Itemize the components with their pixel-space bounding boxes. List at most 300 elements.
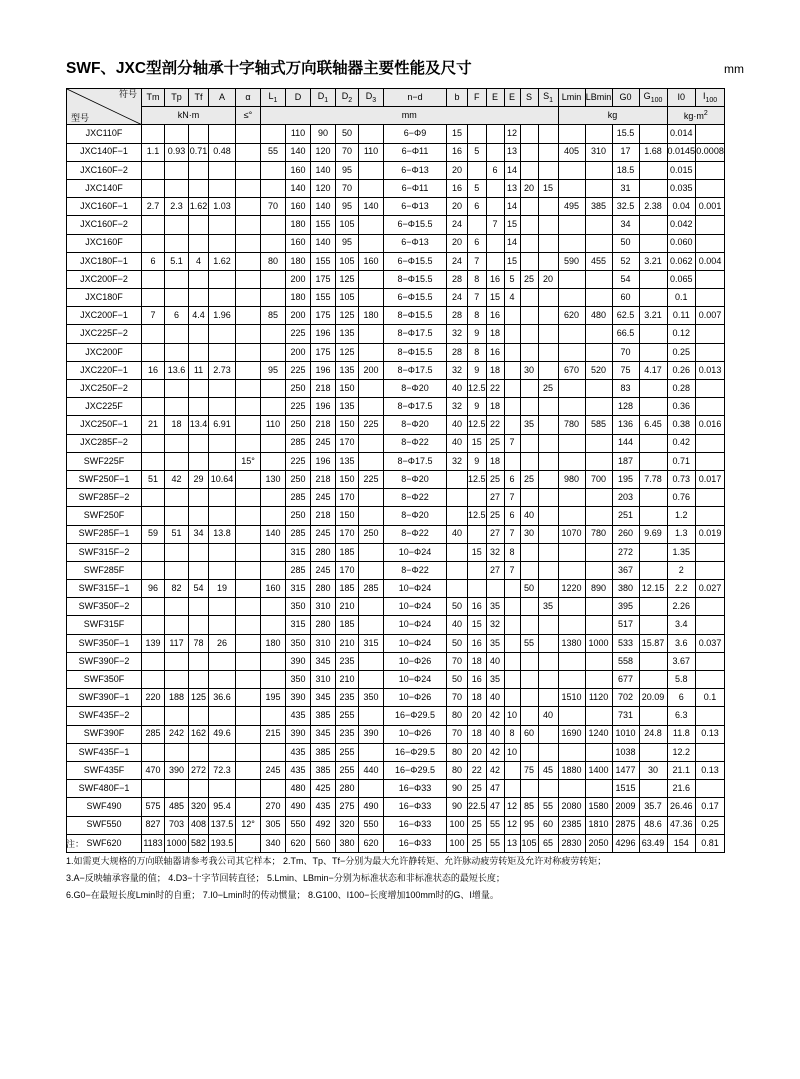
model-name-cell: SWF315F — [67, 616, 142, 634]
table-row — [67, 580, 725, 598]
cell-S — [520, 780, 538, 798]
cell-S — [520, 707, 538, 725]
cell-E1: 40 — [486, 652, 504, 670]
cell-S1: 25 — [538, 380, 558, 398]
cell-D3 — [359, 561, 384, 579]
cell-S — [520, 489, 538, 507]
cell-G100 — [639, 325, 667, 343]
cell-alpha — [236, 616, 261, 634]
cell-Tf: 13.4 — [189, 416, 209, 434]
cell-G100 — [639, 489, 667, 507]
cell-nd: 10−Φ26 — [384, 689, 447, 707]
cell-E2 — [504, 343, 520, 361]
cell-Tf — [189, 343, 209, 361]
cell-Tm — [142, 125, 165, 143]
cell-L1 — [261, 543, 286, 561]
cell-S1 — [538, 416, 558, 434]
cell-nd: 8−Φ20 — [384, 380, 447, 398]
cell-G0: 203 — [612, 489, 639, 507]
cell-Tf — [189, 179, 209, 197]
cell-Tf: 34 — [189, 525, 209, 543]
cell-Tf: 320 — [189, 798, 209, 816]
cell-Tp — [165, 743, 189, 761]
model-name-cell: JXC180F−1 — [67, 252, 142, 270]
cell-G0: 367 — [612, 561, 639, 579]
cell-Tm — [142, 561, 165, 579]
cell-D: 225 — [286, 398, 311, 416]
cell-alpha — [236, 416, 261, 434]
cell-E2 — [504, 671, 520, 689]
cell-Tp: 390 — [165, 761, 189, 779]
cell-L1 — [261, 507, 286, 525]
cell-G0: 380 — [612, 580, 639, 598]
cell-I0: 6.3 — [667, 707, 696, 725]
cell-S: 55 — [520, 634, 538, 652]
cell-Lmin — [558, 616, 585, 634]
cell-b: 16 — [447, 143, 468, 161]
cell-b: 28 — [447, 343, 468, 361]
cell-nd: 16−Φ33 — [384, 816, 447, 834]
cell-D2: 150 — [336, 507, 359, 525]
model-name-cell: JXC160F−2 — [67, 161, 142, 179]
cell-LBmin — [585, 216, 612, 234]
cell-D1: 245 — [311, 489, 336, 507]
table-row — [67, 707, 725, 725]
cell-nd: 8−Φ17.5 — [384, 361, 447, 379]
notes-label: 注： — [66, 839, 85, 849]
cell-Tm — [142, 452, 165, 470]
cell-D2: 150 — [336, 470, 359, 488]
table-row — [67, 289, 725, 307]
cell-S — [520, 143, 538, 161]
cell-alpha — [236, 307, 261, 325]
cell-nd: 8−Φ17.5 — [384, 398, 447, 416]
cell-Tm — [142, 489, 165, 507]
cell-nd: 8−Φ15.5 — [384, 343, 447, 361]
table-row — [67, 234, 725, 252]
cell-D3: 160 — [359, 252, 384, 270]
cell-I0: 47.36 — [667, 816, 696, 834]
cell-I0: 21.6 — [667, 780, 696, 798]
cell-E1: 27 — [486, 525, 504, 543]
cell-alpha — [236, 434, 261, 452]
cell-S1 — [538, 561, 558, 579]
cell-D3: 225 — [359, 416, 384, 434]
model-name-cell: SWF350F — [67, 671, 142, 689]
cell-G0: 15.5 — [612, 125, 639, 143]
cell-Tf — [189, 125, 209, 143]
cell-L1 — [261, 343, 286, 361]
cell-E1: 7 — [486, 216, 504, 234]
cell-D2: 320 — [336, 816, 359, 834]
cell-S: 105 — [520, 834, 538, 852]
cell-Tm — [142, 179, 165, 197]
cell-D: 140 — [286, 179, 311, 197]
cell-S1 — [538, 452, 558, 470]
cell-D1: 218 — [311, 380, 336, 398]
cell-Tf: 272 — [189, 761, 209, 779]
cell-S — [520, 216, 538, 234]
cell-b: 80 — [447, 743, 468, 761]
cell-b: 16 — [447, 179, 468, 197]
cell-F: 12.5 — [468, 507, 487, 525]
cell-A — [209, 343, 236, 361]
cell-b: 90 — [447, 798, 468, 816]
cell-F: 18 — [468, 725, 487, 743]
cell-Tf: 408 — [189, 816, 209, 834]
model-name-cell: JXC110F — [67, 125, 142, 143]
cell-Lmin: 1510 — [558, 689, 585, 707]
cell-L1 — [261, 380, 286, 398]
cell-D2: 125 — [336, 270, 359, 288]
cell-D2: 135 — [336, 325, 359, 343]
cell-b: 50 — [447, 671, 468, 689]
cell-alpha — [236, 398, 261, 416]
cell-Tp — [165, 325, 189, 343]
cell-F: 16 — [468, 598, 487, 616]
cell-D3 — [359, 616, 384, 634]
cell-LBmin: 1240 — [585, 725, 612, 743]
cell-E1: 40 — [486, 725, 504, 743]
cell-G100: 1.68 — [639, 143, 667, 161]
cell-Tf — [189, 289, 209, 307]
cell-Tp: 703 — [165, 816, 189, 834]
cell-I100 — [696, 561, 725, 579]
table-row — [67, 725, 725, 743]
cell-D3: 440 — [359, 761, 384, 779]
cell-D: 315 — [286, 616, 311, 634]
col-header-13: F — [468, 89, 487, 107]
col-header-22: I0 — [667, 89, 696, 107]
cell-A — [209, 543, 236, 561]
col-header-21: $G_{100}$ — [639, 89, 667, 107]
cell-D1: 175 — [311, 343, 336, 361]
cell-G0: 50 — [612, 234, 639, 252]
cell-b: 40 — [447, 416, 468, 434]
cell-Tp: 188 — [165, 689, 189, 707]
cell-Lmin — [558, 452, 585, 470]
cell-alpha — [236, 743, 261, 761]
cell-L1: 70 — [261, 198, 286, 216]
cell-D2: 235 — [336, 652, 359, 670]
cell-Tm — [142, 289, 165, 307]
cell-b: 32 — [447, 361, 468, 379]
cell-Tf: 1.62 — [189, 198, 209, 216]
cell-Tm — [142, 598, 165, 616]
cell-F — [468, 161, 487, 179]
model-name-cell: SWF435F−1 — [67, 743, 142, 761]
cell-E1: 47 — [486, 798, 504, 816]
cell-nd: 8−Φ15.5 — [384, 270, 447, 288]
cell-F: 7 — [468, 289, 487, 307]
col-header-6: $L_1$ — [261, 89, 286, 107]
cell-E2: 7 — [504, 489, 520, 507]
cell-D3: 285 — [359, 580, 384, 598]
cell-L1: 140 — [261, 525, 286, 543]
cell-F: 15 — [468, 616, 487, 634]
cell-alpha — [236, 470, 261, 488]
cell-S1 — [538, 725, 558, 743]
cell-D: 285 — [286, 525, 311, 543]
cell-LBmin: 310 — [585, 143, 612, 161]
cell-D: 160 — [286, 161, 311, 179]
cell-E1: 16 — [486, 270, 504, 288]
cell-S1 — [538, 580, 558, 598]
cell-Tf — [189, 780, 209, 798]
cell-D3 — [359, 598, 384, 616]
cell-S — [520, 252, 538, 270]
model-name-cell: SWF315F−1 — [67, 580, 142, 598]
cell-LBmin: 1810 — [585, 816, 612, 834]
cell-E1 — [486, 252, 504, 270]
cell-LBmin — [585, 543, 612, 561]
cell-Lmin: 2830 — [558, 834, 585, 852]
cell-Tf — [189, 452, 209, 470]
cell-b: 100 — [447, 834, 468, 852]
cell-LBmin — [585, 289, 612, 307]
cell-D1: 385 — [311, 761, 336, 779]
cell-Tm — [142, 234, 165, 252]
cell-alpha — [236, 252, 261, 270]
cell-LBmin: 890 — [585, 580, 612, 598]
cell-D2: 255 — [336, 761, 359, 779]
cell-alpha — [236, 361, 261, 379]
cell-I100 — [696, 452, 725, 470]
table-row — [67, 216, 725, 234]
cell-Tp: 51 — [165, 525, 189, 543]
cell-A — [209, 489, 236, 507]
cell-I100 — [696, 179, 725, 197]
cell-LBmin — [585, 707, 612, 725]
table-row — [67, 361, 725, 379]
cell-Tf: 162 — [189, 725, 209, 743]
cell-G100 — [639, 616, 667, 634]
cell-D: 160 — [286, 198, 311, 216]
unit-header-cell: ≤° — [236, 107, 261, 125]
cell-D3 — [359, 216, 384, 234]
cell-Tm: 59 — [142, 525, 165, 543]
cell-E1: 55 — [486, 816, 504, 834]
cell-b — [447, 543, 468, 561]
cell-E1: 25 — [486, 434, 504, 452]
cell-D: 550 — [286, 816, 311, 834]
cell-D2: 95 — [336, 198, 359, 216]
cell-Tp: 18 — [165, 416, 189, 434]
cell-I0: 0.0145 — [667, 143, 696, 161]
cell-alpha — [236, 798, 261, 816]
cell-D3: 110 — [359, 143, 384, 161]
table-row — [67, 434, 725, 452]
cell-Tf — [189, 543, 209, 561]
cell-LBmin — [585, 671, 612, 689]
table-row — [67, 743, 725, 761]
cell-L1 — [261, 561, 286, 579]
table-header-row-units — [67, 107, 725, 125]
cell-F: 6 — [468, 234, 487, 252]
cell-F: 8 — [468, 307, 487, 325]
cell-I0: 0.38 — [667, 416, 696, 434]
cell-D3 — [359, 507, 384, 525]
cell-I100: 0.17 — [696, 798, 725, 816]
cell-Tf — [189, 216, 209, 234]
table-row — [67, 798, 725, 816]
cell-A: 6.91 — [209, 416, 236, 434]
cell-A — [209, 671, 236, 689]
cell-S1: 15 — [538, 179, 558, 197]
cell-Tp: 5.1 — [165, 252, 189, 270]
cell-D1: 155 — [311, 252, 336, 270]
cell-G100 — [639, 543, 667, 561]
cell-alpha — [236, 580, 261, 598]
cell-E2 — [504, 361, 520, 379]
cell-G100: 2.38 — [639, 198, 667, 216]
model-name-cell: JXC140F — [67, 179, 142, 197]
cell-D3 — [359, 452, 384, 470]
cell-b: 32 — [447, 325, 468, 343]
table-row — [67, 325, 725, 343]
cell-nd: 6−Φ9 — [384, 125, 447, 143]
cell-I100 — [696, 780, 725, 798]
col-header-10: $D_3$ — [359, 89, 384, 107]
cell-S — [520, 380, 538, 398]
cell-Tp — [165, 452, 189, 470]
cell-D: 225 — [286, 361, 311, 379]
cell-D: 350 — [286, 634, 311, 652]
cell-F — [468, 216, 487, 234]
cell-E1: 42 — [486, 761, 504, 779]
cell-A — [209, 270, 236, 288]
table-row — [67, 689, 725, 707]
cell-Lmin: 1380 — [558, 634, 585, 652]
cell-Lmin — [558, 125, 585, 143]
cell-D3 — [359, 380, 384, 398]
cell-LBmin — [585, 652, 612, 670]
cell-D1: 425 — [311, 780, 336, 798]
table-row — [67, 125, 725, 143]
cell-Tp — [165, 289, 189, 307]
cell-I100: 0.004 — [696, 252, 725, 270]
cell-A — [209, 561, 236, 579]
cell-E2: 6 — [504, 470, 520, 488]
cell-G100: 6.45 — [639, 416, 667, 434]
col-header-12: b — [447, 89, 468, 107]
unit-header-cell: mm — [261, 107, 559, 125]
cell-D3 — [359, 289, 384, 307]
cell-S1 — [538, 780, 558, 798]
cell-LBmin — [585, 561, 612, 579]
cell-I0: 2 — [667, 561, 696, 579]
cell-D: 200 — [286, 307, 311, 325]
cell-D1: 196 — [311, 325, 336, 343]
cell-nd: 6−Φ15.5 — [384, 216, 447, 234]
cell-nd: 6−Φ11 — [384, 179, 447, 197]
cell-L1 — [261, 652, 286, 670]
cell-E2: 10 — [504, 743, 520, 761]
cell-D2: 105 — [336, 252, 359, 270]
cell-A — [209, 216, 236, 234]
cell-D: 390 — [286, 689, 311, 707]
cell-G0: 128 — [612, 398, 639, 416]
cell-S1 — [538, 689, 558, 707]
note-line-3: 6.G0−在最短长度Lmin时的自重； 7.I0−Lmin时的传动惯量； 8.G100、I100−长度增加100mm时的G、I增量。 — [66, 890, 499, 901]
cell-Tf: 29 — [189, 470, 209, 488]
cell-G0: 144 — [612, 434, 639, 452]
cell-A — [209, 452, 236, 470]
cell-alpha — [236, 289, 261, 307]
cell-alpha — [236, 780, 261, 798]
cell-A: 13.8 — [209, 525, 236, 543]
cell-S: 85 — [520, 798, 538, 816]
model-name-cell: SWF435F — [67, 761, 142, 779]
page-title: SWF、JXC型剖分轴承十字轴式万向联轴器主要性能及尺寸 — [66, 60, 472, 77]
cell-S1: 35 — [538, 598, 558, 616]
cell-F: 7 — [468, 252, 487, 270]
col-header-19: LBmin — [585, 89, 612, 107]
cell-Tm: 220 — [142, 689, 165, 707]
cell-S: 75 — [520, 761, 538, 779]
cell-I100 — [696, 343, 725, 361]
cell-E2 — [504, 761, 520, 779]
cell-LBmin — [585, 270, 612, 288]
cell-LBmin — [585, 616, 612, 634]
cell-b: 24 — [447, 216, 468, 234]
cell-Lmin — [558, 325, 585, 343]
cell-Tf — [189, 161, 209, 179]
cell-A: 1.03 — [209, 198, 236, 216]
table-row — [67, 416, 725, 434]
cell-nd: 10−Φ24 — [384, 634, 447, 652]
cell-L1 — [261, 707, 286, 725]
note-line-2: 3.A−反映轴承容量的值； 4.D3−十字节回转直径； 5.Lmin、LBmin−分别为标准状态和非标准状态的最短长度； — [66, 873, 505, 884]
cell-E1: 42 — [486, 743, 504, 761]
cell-Tm: 470 — [142, 761, 165, 779]
cell-A: 193.5 — [209, 834, 236, 852]
cell-Tf — [189, 507, 209, 525]
cell-E2 — [504, 652, 520, 670]
cell-S — [520, 307, 538, 325]
cell-LBmin — [585, 452, 612, 470]
cell-alpha — [236, 598, 261, 616]
cell-nd: 8−Φ20 — [384, 416, 447, 434]
cell-D3 — [359, 489, 384, 507]
cell-G0: 17 — [612, 143, 639, 161]
cell-Tp: 242 — [165, 725, 189, 743]
cell-S: 50 — [520, 580, 538, 598]
table-row — [67, 816, 725, 834]
cell-D: 350 — [286, 598, 311, 616]
cell-Tp — [165, 216, 189, 234]
cell-L1: 130 — [261, 470, 286, 488]
table-row — [67, 307, 725, 325]
cell-Lmin — [558, 343, 585, 361]
cell-G0: 558 — [612, 652, 639, 670]
cell-Lmin: 405 — [558, 143, 585, 161]
cell-Tf: 11 — [189, 361, 209, 379]
cell-Lmin: 980 — [558, 470, 585, 488]
cell-A — [209, 398, 236, 416]
cell-D2: 70 — [336, 179, 359, 197]
cell-S1 — [538, 652, 558, 670]
cell-D3 — [359, 179, 384, 197]
table-header-row-symbols — [67, 89, 725, 107]
cell-Tf: 125 — [189, 689, 209, 707]
cell-F: 9 — [468, 452, 487, 470]
cell-A — [209, 507, 236, 525]
table-row — [67, 525, 725, 543]
cell-D1: 140 — [311, 234, 336, 252]
cell-b: 70 — [447, 725, 468, 743]
cell-D3 — [359, 780, 384, 798]
